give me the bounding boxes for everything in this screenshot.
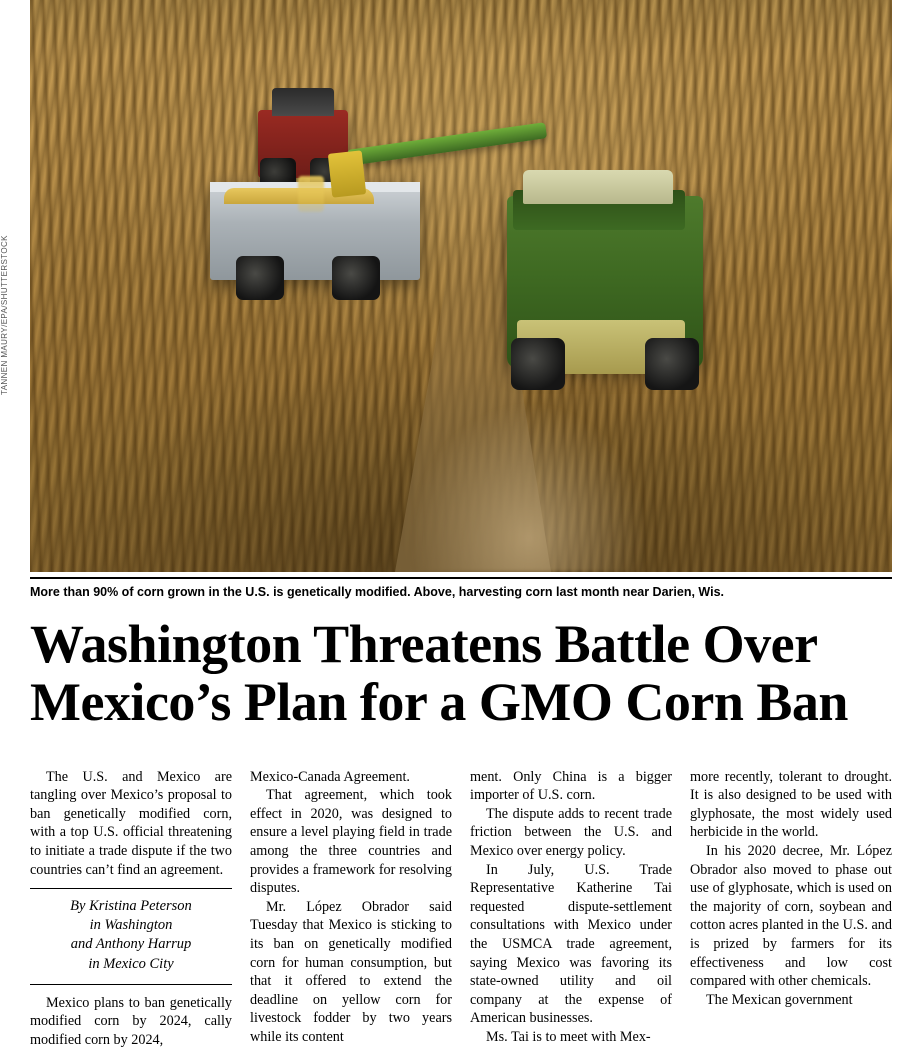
green-combine-harvester: [507, 196, 703, 368]
column-3: [470, 768, 672, 1050]
column-4: [690, 768, 892, 1050]
paragraph: Mexico-Canada Agreement.: [250, 768, 410, 785]
paragraph: Mr. López Obrador said Tuesday that Mexico is sticking to its ban on genetically modified corn for human consumption, but that it offered to extend the deadline on yellow corn for livestock fodder by two years while its content: [250, 898, 452, 1045]
paragraph: Ms. Tai is to meet with Mex-: [486, 1028, 651, 1045]
auger-spout: [328, 150, 366, 197]
grain-cart-wheel-front: [236, 256, 284, 300]
combine-wheel-right: [645, 338, 699, 390]
paragraph: The U.S. and Mexico are tangling over Mexico’s proposal to ban genetically modified corn, with a top U.S. official threatening to initiate a trade dispute if the two countries can’t find an agreement.: [30, 768, 232, 878]
grain-stream: [298, 176, 324, 212]
tractor-cab: [272, 88, 334, 116]
byline-author-1: By Kristina Peterson: [70, 898, 192, 915]
paragraph: In July, U.S. Trade Representative Katherine Tai requested dispute-settlement consultations with Mexico under the USMCA trade agreement, saying Mexico was favoring its state-owned utility and oil company at the expense of American businesses.: [470, 861, 672, 1027]
paragraph: ment. Only China is a bigger importer of U.S. corn.: [470, 768, 672, 804]
article-body: [30, 768, 892, 1050]
column-2: [250, 768, 452, 1050]
dust-cloud: [409, 402, 649, 572]
byline-author-2: and Anthony Harrup: [70, 936, 192, 953]
grain-cart-wheel-rear: [332, 256, 380, 300]
byline-location-1: in Washington: [89, 917, 173, 934]
page-title: Washington Threatens Battle Over Mexico’s Plan for a GMO Corn Ban: [30, 613, 848, 733]
photo-caption: More than 90% of corn grown in the U.S. is genetically modified. Above, harvesting corn last month near Darien, Wis.: [30, 585, 724, 599]
paragraph: In his 2020 decree, Mr. López Obrador also moved to phase out use of glyphosate, which is used on the majority of corn, soybean and cotton acres planted in the U.S. and is prized by farmers for its effectiveness and low cost compared with other chemicals.: [690, 843, 892, 990]
paragraph: The dispute adds to recent trade friction between the U.S. and Mexico over energy policy.: [470, 805, 672, 860]
paragraph: The Mexican government: [706, 991, 853, 1008]
combine-cab: [523, 170, 673, 204]
paragraph: more recently, tolerant to drought. It is also designed to be used with glyphosate, the most widely used herbicide in the world.: [690, 768, 892, 841]
article-photo: [30, 0, 892, 572]
byline: [30, 888, 232, 985]
paragraph: That agreement, which took effect in 2020, was designed to ensure a level playing field in trade among the three countries and provides a framework for resolving disputes.: [250, 787, 452, 897]
column-1: [30, 768, 232, 1050]
photo-credit: TANNEN MAURY/EPA/SHUTTERSTOCK: [0, 235, 9, 395]
byline-location-2: in Mexico City: [88, 955, 174, 972]
combine-wheel-left: [511, 338, 565, 390]
paragraph: Mexico plans to ban genetically modified corn by 2024, cally modified corn by 2024,: [30, 994, 232, 1048]
